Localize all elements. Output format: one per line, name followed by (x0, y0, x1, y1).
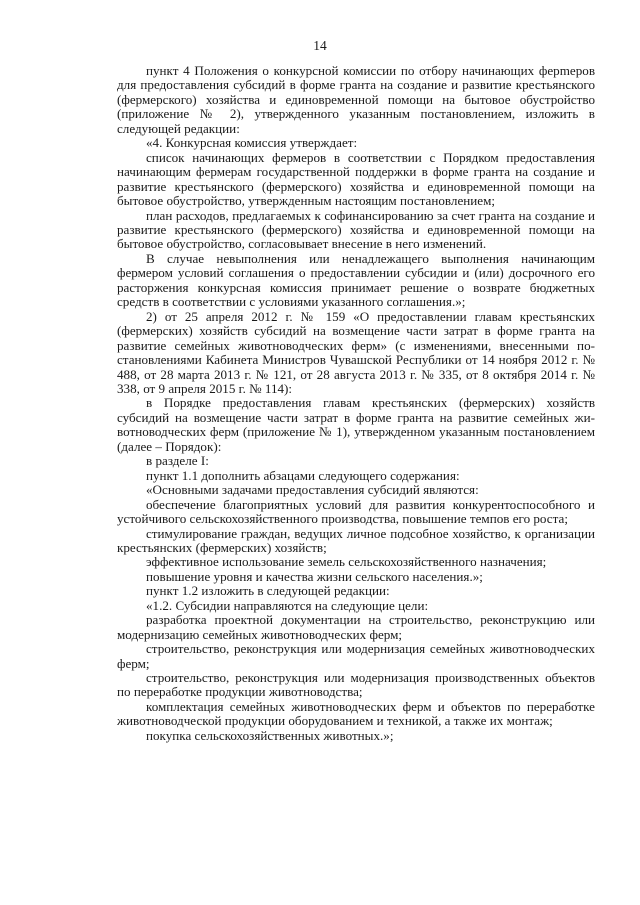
paragraph: пункт 1.2 изложить в следующей редакции: (146, 583, 390, 599)
paragraph: список начинающих фермеров в соответствии с Порядком предоставления начинающим фермерам государственной поддержки в форме гранта на создание и развитие крестьянского (фермерского) хозяйства и единовременной помощи на бытовое обустройство, утвержденным настоящим постановлением; (117, 149, 595, 209)
paragraph: «1.2. Субсидии направляются на следующие цели: (146, 597, 429, 613)
paragraph: «Основными задачами предоставления субсидий являются: (146, 482, 479, 498)
paragraph: пункт 1.1 дополнить абзацами следующего содержания: (146, 467, 460, 483)
paragraph: стимулирование граждан, ведущих личное подсобное хозяйство, к организации крестьянских (фермерских) хозяйств; (117, 525, 595, 555)
paragraph: в разделе I: (146, 453, 209, 469)
paragraph: обеспечение благоприятных условий для развития конкурентоспособного и устойчивого сельскохозяйственного производства, повышение темпов его роста; (117, 496, 595, 527)
paragraph: план расходов, предлагаемых к софинансированию за счет гранта на создание и развитие крестьянского (фермерского) хозяйства и единовременной помощи на бытовое обустройство, согласовывает внесение в него изменений. (117, 207, 595, 252)
paragraph: строительство, реконструкция или модернизация производственных объектов по переработке продукции животноводства; (117, 670, 595, 700)
paragraph: пункт 4 Положения о конкурсной комиссии по отбору начинающих ферmеров для предоставления субсидий в форме гранта на создание и развитие крестьянского (фермерского) хозяйства и единовременной помощи на бытовое обустройство (приложение № 2), утвержденного указанным постановлением, изложить в следующей редакции: (117, 63, 595, 136)
paragraph: разработка проектной документации на строительство, реконструкцию или модернизацию семейных животноводческих ферм; (117, 612, 595, 642)
paragraph: комплектация семейных животноводческих ферм и объектов по переработке животноводческой продукции оборудованием и техникой, а также их монтаж; (117, 698, 595, 729)
paragraph: повышение уровня и качества жизни сельского населения.»; (146, 568, 483, 584)
paragraph: эффективное использование земель сельскохозяйственного назначения; (146, 554, 547, 570)
paragraph: покупка сельскохозяйственных животных.»; (146, 727, 394, 743)
paragraph: «4. Конкурсная комиссия утверждает: (146, 135, 358, 151)
paragraph: 2) от 25 апреля 2012 г. № 159 «О предоставлении главам крестьянских (фермерских) хозяйств субсидий на возмещение части затрат в форме гранта на развитие семейных животноводческих ферм» (с изменениями, внесенными постановлениями Кабинета Министров Чувашской Республики от 14 ноября 2012 г. № 488, от 28 марта 2013 г. № 121, от 28 августа 2013 г. № 335, от 8 октября 2014 г. № 338, от 9 апреля 2015 г. № 114): (117, 308, 595, 396)
paragraph: строительство, реконструкция или модернизация семейных животноводческих ферм; (117, 641, 595, 671)
document-body (117, 64, 595, 743)
paragraph: в Порядке предоставления главам крестьянских (фермерских) хозяйств субсидий на возмещение части затрат в форме гранта на развитие семейных животноводческих ферм (приложение № 1), утвержденном указанным постановлением (далее – Порядок): (117, 395, 595, 454)
paragraph: В случае невыполнения или ненадлежащего выполнения начинающим фермером условий соглашения о предоставлении субсидии и (или) досрочного его расторжения конкурсная комиссия принимает решение о возврате бюджетных средств в соответствии с условиями указанного соглашения.»; (117, 250, 595, 310)
page-number: 14 (313, 38, 327, 53)
